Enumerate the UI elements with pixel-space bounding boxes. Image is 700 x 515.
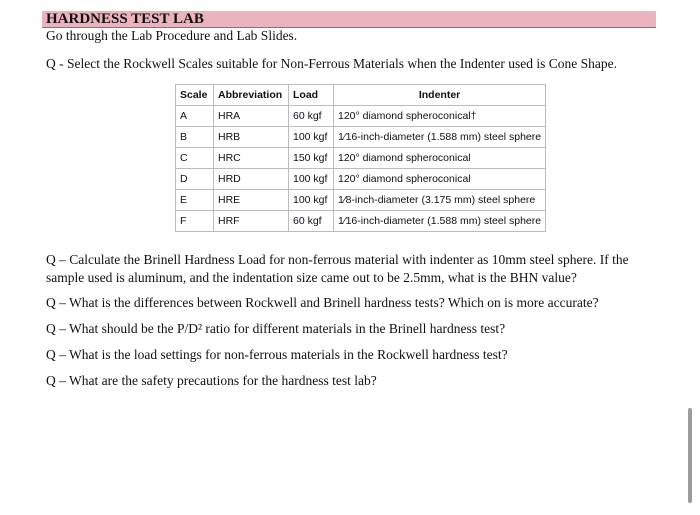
table-row bbox=[176, 148, 546, 169]
cell-indenter: 120° diamond spheroconical† bbox=[334, 106, 546, 127]
cell-abbreviation: HRB bbox=[214, 127, 289, 148]
cell-abbreviation: HRD bbox=[214, 169, 289, 190]
table-row bbox=[176, 169, 546, 190]
question-3: Q – What is the differences between Rockwell and Brinell hardness tests? Which on is more accurate? bbox=[46, 295, 599, 310]
table-row bbox=[176, 190, 546, 211]
question-1: Q - Select the Rockwell Scales suitable for Non-Ferrous Materials when the Indenter used is Cone Shape. bbox=[46, 56, 617, 71]
header-abbreviation: Abbreviation bbox=[214, 85, 289, 106]
question-5: Q – What is the load settings for non-ferrous materials in the Rockwell hardness test? bbox=[46, 347, 508, 362]
question-2: Q – Calculate the Brinell Hardness Load for non-ferrous material with indenter as 10mm steel sphere. If the sample used is aluminum, and the indentation size came out to be 2.5mm, what is the BHN value? bbox=[46, 252, 629, 285]
table-row bbox=[176, 211, 546, 232]
header-load: Load bbox=[289, 85, 334, 106]
cell-load: 60 kgf bbox=[289, 211, 334, 232]
cell-load: 100 kgf bbox=[289, 169, 334, 190]
table-header-row bbox=[176, 85, 546, 106]
cell-scale: F bbox=[176, 211, 214, 232]
header-scale: Scale bbox=[176, 85, 214, 106]
table-row bbox=[176, 106, 546, 127]
header-indenter: Indenter bbox=[334, 85, 546, 106]
vertical-scrollbar[interactable] bbox=[688, 408, 692, 503]
question-4: Q – What should be the P/D² ratio for different materials in the Brinell hardness test? bbox=[46, 321, 506, 336]
cell-abbreviation: HRC bbox=[214, 148, 289, 169]
cell-load: 100 kgf bbox=[289, 127, 334, 148]
cell-scale: A bbox=[176, 106, 214, 127]
table-row bbox=[176, 127, 546, 148]
cell-load: 150 kgf bbox=[289, 148, 334, 169]
cell-load: 60 kgf bbox=[289, 106, 334, 127]
cell-indenter: 120° diamond spheroconical bbox=[334, 169, 546, 190]
intro-text: Go through the Lab Procedure and Lab Slides. bbox=[46, 28, 298, 43]
cell-abbreviation: HRA bbox=[214, 106, 289, 127]
page-title: HARDNESS TEST LAB bbox=[46, 11, 204, 27]
cell-abbreviation: HRE bbox=[214, 190, 289, 211]
cell-scale: B bbox=[176, 127, 214, 148]
cell-load: 100 kgf bbox=[289, 190, 334, 211]
question-6: Q – What are the safety precautions for the hardness test lab? bbox=[46, 373, 377, 388]
rockwell-scales-table bbox=[175, 84, 546, 232]
cell-scale: E bbox=[176, 190, 214, 211]
cell-scale: D bbox=[176, 169, 214, 190]
cell-scale: C bbox=[176, 148, 214, 169]
cell-indenter: 1⁄16-inch-diameter (1.588 mm) steel sphere bbox=[334, 127, 546, 148]
cell-indenter: 120° diamond spheroconical bbox=[334, 148, 546, 169]
cell-abbreviation: HRF bbox=[214, 211, 289, 232]
cell-indenter: 1⁄16-inch-diameter (1.588 mm) steel sphere bbox=[334, 211, 546, 232]
cell-indenter: 1⁄8-inch-diameter (3.175 mm) steel sphere bbox=[334, 190, 546, 211]
